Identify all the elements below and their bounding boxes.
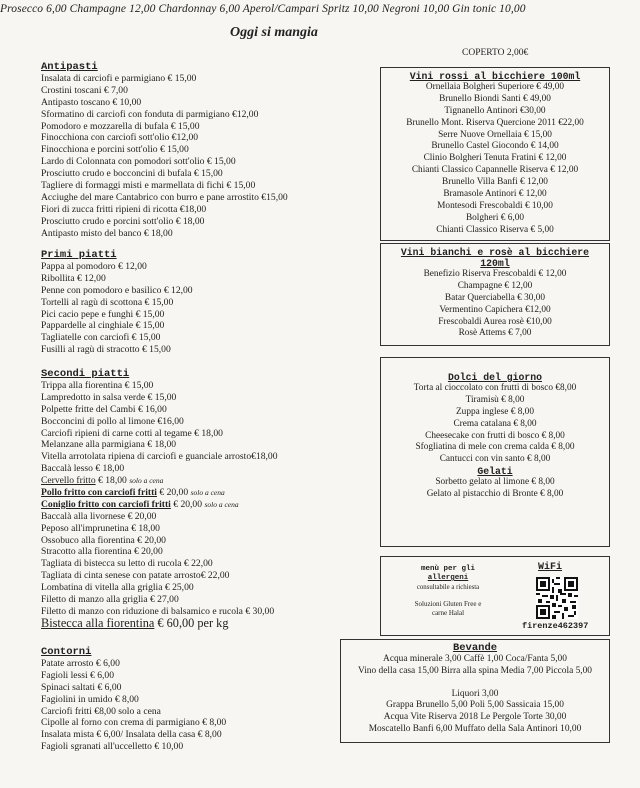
list-item: Bramasole Antinori € 12,00 [443, 189, 547, 200]
list-item: Pappa al pomodoro € 12,00 [41, 261, 147, 272]
list-item: Grappa Brunello 5,00 Poli 5,00 Sassicaia 15,00 [386, 700, 564, 711]
list-item: Acqua Vite Riserva 2018 Le Pergole Torte 30,00 [383, 711, 567, 722]
list-item: Peposo all'imprunetina € 18,00 [41, 522, 160, 534]
antipasti-list [41, 73, 288, 239]
list-item: Batar Querciabella € 30,00 [444, 292, 546, 303]
list-item: Antipasto toscano € 10,00 [41, 96, 142, 108]
list-item: Chianti Classico Riserva € 5,00 [436, 224, 554, 235]
list-item: Pomodoro e mozzarella di bufala € 15,00 [41, 120, 200, 132]
list-item: Acciughe del mare Cantabrico con burro e pane arrostito €15,00 [41, 191, 288, 203]
list-item: Frescobaldi Aurea rosè €10,00 [438, 316, 552, 327]
list-item: Ossobuco alla fiorentina € 20,00 [41, 534, 166, 546]
item-name: Bistecca alla fiorentina [41, 615, 155, 630]
list-item: Bolgheri € 6,00 [465, 212, 525, 223]
list-item: Serre Nuove Ornellaia € 15,00 [438, 129, 552, 140]
list-item: Tiramisù € 8,00 [465, 394, 525, 405]
list-item: Tortelli al ragù di scottona € 15,00 [41, 296, 174, 308]
list-item: Brunello Biondi Santi € 49,00 [439, 93, 551, 104]
item-price: € 18,00 [95, 475, 127, 487]
coperto-charge: COPERTO 2,00€ [462, 48, 529, 58]
item-name: Coniglio fritto con carciofi fritti [41, 498, 171, 510]
wifi-password: firenze462397 [522, 621, 589, 631]
list-item: Chianti Classico Capannelle Riserva € 12,00 [411, 165, 579, 176]
list-item: Penne con pomodoro e basilico € 12,00 [41, 284, 193, 296]
list-item: Baccalà alla livornese € 20,00 [41, 510, 157, 522]
allergeni-info [405, 565, 491, 618]
list-item: Gelato al pistacchio di Bronte € 8,00 [426, 489, 564, 500]
primi-list [41, 261, 193, 356]
contorni-list [41, 658, 226, 753]
list-item: Insalata di carciofi e parmigiano € 15,00 [41, 73, 197, 84]
list-item: Acqua minerale 3,00 Caffè 1,00 Coca/Fanta 5,00 [383, 654, 567, 664]
item-note: solo a cena [204, 499, 239, 509]
list-item: Tagliata di cinta senese con patate arrosto€ 22,00 [41, 570, 230, 582]
item-price: € 60,00 per kg [154, 615, 229, 630]
list-item: Stracotto alla fiorentina € 20,00 [41, 546, 163, 558]
item-price: € 20,00 [156, 487, 189, 499]
item-name: Cervello fritto [41, 475, 96, 487]
item-name: Pollo fritto con carciofi fritti [41, 487, 157, 499]
antipasti-heading: Antipasti [41, 61, 98, 73]
heading-line: Vini bianchi e rosè al bicchiere [400, 247, 590, 258]
list-item: Vitella arrotolata ripiena di carciofi e guanciale arrosto€18,00 [41, 451, 278, 463]
vini-bianchi-list [381, 269, 609, 340]
heading-line: 120ml [480, 258, 510, 269]
list-item: Spinaci saltati € 6,00 [41, 681, 122, 693]
allergeni-line: consultabile a richiesta [416, 584, 480, 591]
list-item: Lardo di Colonnata con pomodori sott'olio € 15,00 [41, 156, 236, 168]
list-item: Finocchiona con carciofi sott'olio €12,00 [41, 132, 199, 144]
list-item: Cipolle al forno con crema di parmigiano € 8,00 [41, 717, 227, 729]
list-item: Taglieгe di formaggi misti e marmellata di fichi € 15,00 [41, 180, 256, 192]
item-note: solo a cena [190, 488, 225, 498]
gluten-line: Soluzioni Gluten Free e [414, 600, 482, 608]
wifi-qr-code-icon [536, 577, 578, 619]
list-item: Clinio Bolgheri Tenuta Fratini € 12,00 [423, 153, 567, 164]
aperitivi-line: Prosecco 6,00 Champagne 12,00 Chardonnay 6,00 Aperol/Campari Spritz 10,00 Negroni 10,00 Gin tonic 10,00 [0, 3, 526, 15]
bevande-box [340, 639, 610, 743]
list-item: Sfogliatina di mele con crema calda € 8,00 [415, 442, 575, 453]
list-item: Carciofi ripieni di carne cotti al tegame € 18,00 [41, 427, 223, 439]
bevande-heading: Bevande [452, 642, 498, 654]
list-item: Filetto di manzo con riduzione di balsamico e rucola € 30,00 [41, 605, 275, 617]
list-item: Fagiolini in umido € 8,00 [41, 693, 139, 705]
list-item: Fagioli lessi € 6,00 [41, 669, 115, 681]
item-note: solo a cena [129, 476, 164, 486]
list-item: Rosè Attems € 7,00 [458, 328, 532, 339]
list-item: Filetto di manzo alla griglia € 27,00 [41, 594, 179, 606]
list-item-cervello [41, 475, 278, 487]
dolci-box [380, 357, 610, 547]
bevande-list [341, 654, 609, 735]
vini-bianchi-heading [381, 247, 609, 269]
list-item: Baccalà lesso € 18,00 [41, 463, 125, 475]
gelati-list [381, 477, 609, 501]
list-item: Prosciutto crudo e bocconcini di bufala € 15,00 [41, 168, 223, 180]
list-item: Pici cacio pepe e funghi € 15,00 [41, 308, 165, 320]
list-item: Prosciutto crudo e porcini sott'olio € 18,00 [41, 215, 205, 227]
list-item: Patate arrosto € 6,00 [41, 658, 120, 669]
allergeni-line: menù per gli [420, 565, 475, 573]
list-item: Liquori 3,00 [451, 688, 499, 699]
list-item: Torta al cioccolato con frutti di bosco €8,00 [413, 383, 577, 393]
gelati-heading: Gelati [477, 466, 513, 478]
list-item-pollo [41, 487, 278, 499]
dolci-heading: Dolci del giorno [447, 372, 543, 383]
list-item: Vino della casa 15,00 Birra alla spina Media 7,00 Piccola 5,00 [357, 665, 592, 676]
vini-rossi-list [381, 82, 609, 237]
page-title: Oggi si mangia [230, 25, 318, 40]
dolci-list [381, 383, 609, 466]
vini-rossi-heading: Vini rossi al bicchiere 100ml [409, 71, 581, 82]
list-item: Insalata mista € 6,00/ Insalata della casa € 8,00 [41, 729, 222, 741]
list-item: Lombatina di vitella alla griglia € 25,00 [41, 582, 194, 594]
list-item: Tignanello Antinori €30,00 [444, 105, 546, 116]
list-item: Champagne € 12,00 [457, 280, 533, 291]
wifi-heading: WiFi [538, 562, 563, 573]
list-item: Sorbetto gelato al limone € 8,00 [435, 477, 555, 488]
list-item: Antipasto misto del banco € 18,00 [41, 227, 173, 239]
list-item: Tagliatelle con carciofi € 15,00 [41, 332, 161, 344]
gluten-line: carne Halal [431, 609, 465, 617]
list-item: Brunello Villa Banfi € 12,00 [442, 177, 548, 188]
list-item: Melanzane alla parmigiana € 18,00 [41, 439, 177, 451]
list-item: Lampredotto in salsa verde € 15,00 [41, 391, 177, 403]
vini-rossi-box [380, 67, 610, 241]
contorni-heading: Contorni [41, 646, 92, 658]
list-item: Moscatello Banfi 6,00 Muffato della Sala Antinori 10,00 [368, 723, 582, 734]
list-item: Fagioli sgranati all'uccelletto € 10,00 [41, 741, 184, 753]
vini-bianchi-box [380, 243, 610, 346]
list-item: Zuppa inglese € 8,00 [456, 406, 534, 417]
list-item: Cantucci con vin santo € 8,00 [439, 454, 551, 465]
list-item: Bocconcini di pollo al limone €16,00 [41, 415, 184, 427]
list-item-coniglio [41, 499, 278, 511]
list-item: Ornellaia Bolgheri Superiore € 49,00 [425, 82, 565, 92]
list-item: Brunello Castel Giocondo € 14,00 [431, 141, 559, 152]
list-item-bistecca [41, 615, 278, 632]
list-item: Crema catalana € 8,00 [453, 418, 537, 429]
list-item: Carciofi fritti €8,00 solo a cena [41, 705, 161, 717]
secondi-heading: Secondi piatti [41, 368, 130, 380]
list-item: Tagliata di bistecca su letto di rucola € 22,00 [41, 558, 213, 570]
list-item: Fiori di zucca fritti ripieni di ricotta €18,00 [41, 203, 207, 215]
list-item: Vermentino Capichera €12,00 [439, 304, 551, 315]
list-item: Ribollita € 12,00 [41, 272, 106, 284]
list-item: Fusilli al ragù di stracotto € 15,00 [41, 344, 171, 356]
list-item: Trippa alla fiorentina € 15,00 [41, 380, 154, 391]
list-item: Montesodi Frescobaldi € 10,00 [437, 200, 553, 211]
list-item: Cheesecake con frutti di bosco € 8,00 [425, 430, 565, 441]
secondi-list [41, 380, 278, 632]
primi-heading: Primi piatti [41, 249, 117, 261]
allergeni-line: allergeni [427, 574, 469, 582]
list-item: Finocchiona e porcini sott'olio € 15,00 [41, 144, 189, 156]
list-item: Pappardelle al cinghiale € 15,00 [41, 320, 165, 332]
list-item: Crostini toscani € 7,00 [41, 84, 128, 96]
list-item [341, 677, 609, 689]
list-item: Brunello Mont. Riserva Quercione 2011 €22,00 [406, 117, 584, 128]
list-item: Polpette fritte del Cambi € 16,00 [41, 403, 167, 415]
list-item: Benefizio Riserva Frescobaldi € 12,00 [423, 269, 567, 279]
item-price: € 20,00 [170, 498, 203, 510]
list-item: Sformatino di carciofi con fonduta di parmigiano €12,00 [41, 108, 259, 120]
